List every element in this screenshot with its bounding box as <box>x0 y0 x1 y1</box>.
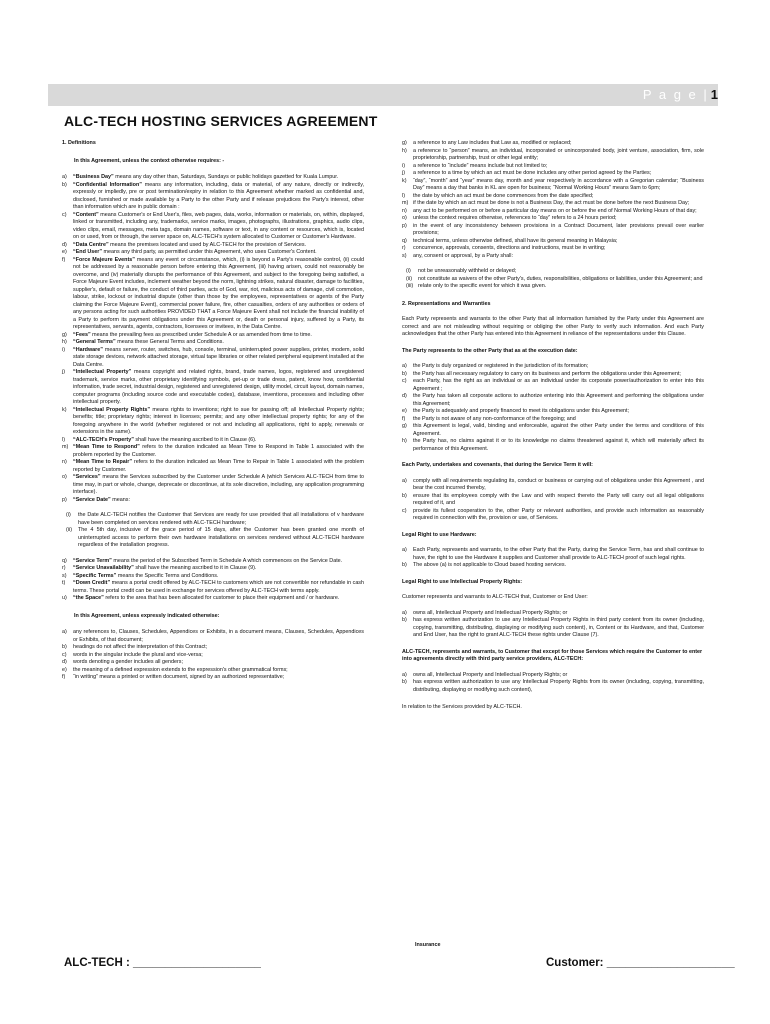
item-letter: o) <box>402 215 407 221</box>
item-text: “Services” means the Services subscribed by the Customer under Schedule A (which Services ALC-TECH from time to time may, in part or whole, change, deprecate or discontinue, at its sole discretion, including, any application programming interface). <box>73 474 364 495</box>
item-letter: f) <box>62 256 66 263</box>
list-item <box>402 253 704 261</box>
item-text: a reference to “person” means, an individual, incorporated or unincorporated body, joint venture, association, firm, sole proprietorship, partnership, trust or other legal entity; <box>413 147 704 161</box>
item-letter: e) <box>62 666 67 673</box>
item-text: unless the context requires otherwise, references to “day” refers to a 24 hours period; <box>413 215 617 221</box>
item-text: a reference to a time by which an act must be done includes any other period agreed by the Parties; <box>413 170 652 176</box>
item-text: headings do not affect the interpretation of this Contract; <box>73 644 208 650</box>
representations-list <box>402 363 704 453</box>
item-letter: l) <box>62 436 65 443</box>
item-letter: p) <box>62 496 67 503</box>
item-letter: q) <box>62 557 67 564</box>
list-item <box>62 573 364 581</box>
item-text: words in the singular include the plural and vice-versa; <box>73 651 203 658</box>
list-item <box>62 242 364 250</box>
item-text: concurrence, approvals, consents, directions and instructions, must be in writing; <box>413 245 606 251</box>
item-text: has express written authorization to use any Intellectual Property Rights in third party content from its owner (including, copying, transmitting, distributing, displaying or modifying such content), in, Content or its Hardware, and that, Customer and End User, has the right to grant ALC-TECH these rights under Clause (7). <box>413 617 704 638</box>
list-item <box>62 474 364 497</box>
list-item <box>402 215 704 223</box>
list-item <box>62 565 364 573</box>
list-item <box>62 339 364 347</box>
item-letter: h) <box>62 339 67 345</box>
list-item <box>62 212 364 242</box>
sub-item <box>406 268 704 276</box>
list-item <box>402 378 704 393</box>
item-text: provide its fullest cooperation to the, other Party or relevant authorities, and provide such information as reasonably required in connection with the, provision or use, of Services. <box>413 507 704 521</box>
sub-item <box>406 276 704 284</box>
list-item <box>62 407 364 437</box>
list-item <box>402 508 704 523</box>
page-header-band <box>48 84 718 106</box>
list-item <box>62 644 364 652</box>
item-letter: e) <box>62 249 67 255</box>
customer-signature-line: Customer: ____________________ <box>546 957 735 969</box>
list-item <box>62 174 364 182</box>
item-letter: i) <box>402 162 405 169</box>
ip-rights-paragraph: Customer represents and warrants to ALC-TECH that, Customer or End User: <box>402 594 588 600</box>
undertakings-subheading: Each Party, undertakes and covenants, that during the Service Term it will: <box>402 462 593 468</box>
left-column <box>62 140 364 690</box>
list-item <box>62 497 364 505</box>
item-text: “Service Unavailability” shall have the meaning ascribed to it in Clause (9). <box>73 565 257 571</box>
list-item <box>62 558 364 566</box>
sub-item-number: (iii) <box>406 283 414 289</box>
list-item <box>402 148 704 163</box>
consent-sublist <box>406 268 704 291</box>
list-item <box>402 617 704 640</box>
item-text: “Specific Terms” means the Specific Terms and Conditions. <box>73 572 219 579</box>
sub-item-number: (ii) <box>406 275 412 282</box>
list-item <box>402 672 704 680</box>
item-letter: s) <box>62 572 67 579</box>
item-letter: o) <box>62 474 67 480</box>
service-date-sublist <box>66 512 364 550</box>
list-item <box>62 595 364 603</box>
item-text: the Party is adequately and properly financed to meet its obligations under this Agreement; <box>413 408 630 414</box>
item-letter: e) <box>402 408 407 414</box>
item-text: any act to be performed on or before a particular day means on or before the end of Normal Working Hours of that day; <box>413 207 697 214</box>
list-item <box>62 332 364 340</box>
item-letter: b) <box>402 492 407 499</box>
item-letter: a) <box>62 629 67 635</box>
item-text: “Intellectual Property” means copyright and related rights, brand, trade names, logos, registered and unregistered trademark, service marks, other proprietary identifying symbols, get-up or trade dress, patent, know how, confidential information, trade secret, industrial design, registered and unregistered design, utility model, circuit layout, domain names, computer programs (including source code and executable codes), database, inventions, processes and including other intellectual property. <box>73 369 364 405</box>
sub-item-number: (i) <box>406 268 411 274</box>
item-text: “in writing” means a printed or written document, signed by an authorized representative; <box>73 674 285 680</box>
list-item <box>402 478 704 493</box>
sub-item-text: the Date ALC-TECH notifies the Customer that Services are ready for use provided that all installations of v hardware have been completed on services rendered with ALC-TECH hardware; <box>78 512 364 526</box>
item-text: the Party has all necessary regulatory to carry on its business and perform the obligations under this Agreement; <box>413 370 681 377</box>
item-letter: c) <box>402 507 407 514</box>
list-item <box>402 393 704 408</box>
definitions-list-continued <box>62 558 364 603</box>
item-letter: m) <box>62 444 69 450</box>
item-letter: f) <box>402 415 406 422</box>
item-text: words denoting a gender includes all genders; <box>73 659 183 665</box>
list-item <box>402 423 704 438</box>
item-letter: b) <box>62 644 67 650</box>
list-item <box>402 140 704 148</box>
services-relation-text: In relation to the Services provided by ALC-TECH. <box>402 704 522 710</box>
list-item <box>402 679 704 694</box>
list-item <box>62 437 364 445</box>
item-text: the meaning of a defined expression extends to the expression's other grammatical forms; <box>73 666 288 673</box>
alc-tech-signature-line: ALC-TECH : ____________________ <box>64 957 261 969</box>
item-letter: h) <box>402 438 407 444</box>
item-text: owns all, Intellectual Property and Intellectual Property Rights; or <box>413 609 568 616</box>
item-letter: m) <box>402 200 409 206</box>
item-text: “Service Term” means the period of the Subscribed Term in Schedule A which commences on the Service Date. <box>73 557 343 564</box>
item-text: “Data Centre” means the premises located and used by ALC-TECH for the provision of Services. <box>73 241 307 248</box>
list-item <box>62 580 364 595</box>
item-text: comply with all requirements regulating its, conduct or business or carrying out of obligations under this Agreement , and bear the cost incurred thereby, <box>413 477 704 491</box>
list-item <box>402 193 704 201</box>
item-text: “Content” means Customer's or End User's, files, web pages, data, works, information or materials, on, within, displayed, linked or transmitted, including any, trademarks, service marks, images, photographs, illustrations, graphics, audio clips, video clips, email, messages, meta tags, domain names, software or text, in any content or resources, which is, located on or used, from or through, the server space on, ALC-TECH's system allocated to Customer or Customer's Hardware. <box>73 211 364 240</box>
sub-item-text: not be unreasonably withheld or delayed; <box>418 268 517 274</box>
sub-item <box>406 283 704 291</box>
ip-rights-subheading: Legal Right to use Intellectual Property Rights: <box>402 578 523 585</box>
sub-item <box>66 512 364 527</box>
item-text: “General Terms” means these General Terms and Conditions. <box>73 339 224 345</box>
item-text: this Agreement is legal, valid, binding and enforceable, against the other Party under the terms and conditions of this Agreement. <box>413 423 704 437</box>
item-text: has express written authorization to use any Intellectual Property Rights from its owner (including, copying, transmitting, distributing, displaying or modifying such content), <box>413 679 704 693</box>
list-item <box>402 163 704 171</box>
item-letter: k) <box>402 177 407 184</box>
item-text: “ALC-TECH's Property” shall have the meaning ascribed to it in Clause (6). <box>73 436 257 443</box>
item-text: “Intellectual Property Rights” means rights to inventions; right to sue for passing off; all Intellectual Property rights; benefits; title; proprietary rights; interest in licenses; permits; and any other intellectual property rights; for any of the foregoing anywhere in the world (whether registered or not and including all applications, right to apply, renewals or extensions in the same). <box>73 406 364 435</box>
list-item <box>402 200 704 208</box>
item-letter: l) <box>402 192 405 199</box>
item-letter: g) <box>62 331 67 338</box>
item-text: “Confidential Information” means any information, including, data or material, of any nature, directly or indirectly, expressly or impliedly, pre or post termination/expiry in relation to this Agreement whether marked as confidential and, disclosed, furnished or made available by a Party to the other Party and if release prejudices the Party's interest, other than information which are in public domain : <box>73 181 364 210</box>
item-text: the Party has taken all corporate actions to authorize entering into this Agreement and performing the obligations under this Agreement; <box>413 393 704 407</box>
sub-item-text: The 4 5th day, inclusive of the grace period of 15 days, after the Customer has been granted one month of uninterrupted access to perform their own hardware installations on services rendered without ALC-TECH hardware regardless of the installation progress. <box>78 527 364 548</box>
item-letter: h) <box>402 147 407 154</box>
list-item <box>402 416 704 424</box>
list-item <box>402 363 704 371</box>
item-letter: s) <box>402 252 407 259</box>
definitions-intro: In this Agreement, unless the context otherwise requires: - <box>74 157 225 164</box>
list-item <box>402 170 704 178</box>
interpretation-list-continued <box>402 140 704 260</box>
item-text: “Hardware” means server, router, switches, hub, console, terminal, uninterrupted power supplies, printer, modem, solid state storage devices, network attached storage, virtual tape libraries or other related peripheral equipment installed at the Data Centre. <box>73 346 364 368</box>
alc-warranty-list <box>402 672 704 695</box>
list-item <box>402 547 704 562</box>
item-text: The above (a) is not applicable to Cloud based hosting services. <box>413 562 567 568</box>
undertakings-list <box>402 478 704 523</box>
item-text: “Mean Time to Repair” refers to the duration indicated as Mean Time to Repair in Table 1 associated with the problem reported by Customer. <box>73 459 364 473</box>
page-number: P a g e | 1 <box>642 87 718 102</box>
item-letter: u) <box>62 595 67 601</box>
item-letter: n) <box>402 207 407 214</box>
item-text: “End User” means any third party, as permitted under this Agreement, who uses Customer's Content. <box>73 249 317 255</box>
item-text: the Party is duly organized or registered in the jurisdiction of its formation; <box>413 363 589 369</box>
list-item <box>62 629 364 644</box>
item-letter: c) <box>62 651 67 658</box>
list-item <box>62 347 364 370</box>
list-item <box>62 249 364 257</box>
list-item <box>62 459 364 474</box>
item-text: “Mean Time to Respond” refers to the duration indicated as Mean Time to Respond in Table 1 associated with the problem reported by the Customer. <box>73 444 365 458</box>
section-heading-representations: 2. Representations and Warranties <box>402 300 491 307</box>
item-text: “Fees” means the prevailing fees as prescribed under Schedule A or as amended from time to time. <box>73 331 312 338</box>
list-item <box>62 659 364 667</box>
item-letter: p) <box>402 222 407 229</box>
item-text: technical terms, unless otherwise defined, shall have its general meaning in Malaysia; <box>413 237 618 244</box>
item-letter: k) <box>62 406 67 413</box>
list-item <box>62 369 364 407</box>
interpretation-list <box>62 629 364 682</box>
item-letter: q) <box>402 237 407 244</box>
section-heading-definitions: 1. Definitions <box>62 140 96 146</box>
item-text: “the Space” refers to the area that has been allocated for customer to place their equipment and / or hardware. <box>73 595 340 601</box>
item-text: a reference to “include” means include but not limited to; <box>413 162 548 169</box>
item-letter: r) <box>62 565 66 571</box>
list-item <box>62 674 364 682</box>
list-item <box>62 667 364 675</box>
item-text: the Party has, no claims against it or to its knowledge no claims threatened against it, which will materially affect its performance of this Agreement. <box>413 438 704 452</box>
item-letter: a) <box>62 174 67 180</box>
item-letter: j) <box>62 369 65 375</box>
list-item <box>402 245 704 253</box>
list-item <box>402 208 704 216</box>
item-text: a reference to any Law includes that Law as, modified or replaced; <box>413 140 572 146</box>
item-text: owns all, Intellectual Property and Intellectual Property Rights; or <box>413 671 568 678</box>
sub-item-number: (i) <box>66 512 71 518</box>
list-item <box>62 257 364 332</box>
item-letter: a) <box>402 609 407 616</box>
item-letter: j) <box>402 170 405 176</box>
item-letter: c) <box>402 378 407 384</box>
ip-rights-list <box>402 610 704 640</box>
item-letter: b) <box>402 617 407 623</box>
list-item <box>402 562 704 570</box>
item-letter: d) <box>62 241 67 248</box>
hardware-rights-subheading: Legal Right to use Hardware: <box>402 531 477 538</box>
item-letter: b) <box>402 370 407 377</box>
list-item <box>402 438 704 453</box>
interpretation-intro: In this Agreement, unless expressly indicated otherwise: <box>74 612 220 619</box>
item-text: the Party is not aware of any non-conformance of the foregoing; and <box>413 415 576 422</box>
document-title: ALC-TECH HOSTING SERVICES AGREEMENT <box>64 113 378 129</box>
item-letter: a) <box>402 477 407 484</box>
list-item <box>62 182 364 212</box>
item-text: Each Party, represents and warrants, to the other Party that the Party, during the Service Term, has and shall continue to have, the right to use the Hardware it supplies and Customer shall provide to ALC-TECH proof of such legal rights. <box>413 547 704 561</box>
item-letter: d) <box>402 393 407 399</box>
representations-subheading: The Party represents to the other Party that as at the execution date: <box>402 347 578 354</box>
hardware-rights-list <box>402 547 704 570</box>
item-text: if the date by which an act must be done is not a Business Day, the act must be done before the next Business Day; <box>413 200 690 206</box>
item-text: any, consent or approval, by a Party shall: <box>413 252 513 259</box>
item-text: “Down Credit” means a portal credit offered by ALC-TECH to customers which are not convertible nor refundable in cash terms. These portal credit can be used in exchange for services offered by ALC-TECH with terms apply. <box>73 580 365 594</box>
right-column <box>402 140 704 720</box>
sub-item-number: (ii) <box>66 527 72 533</box>
sub-item-text: relate only to the specific event for which it was given. <box>418 283 547 289</box>
item-text: ensure that its employees comply with the Law and with respect thereto the Party will carry out all legal obligations required of it, and <box>413 492 704 506</box>
item-letter: a) <box>402 547 407 553</box>
item-letter: b) <box>402 562 407 568</box>
list-item <box>402 223 704 238</box>
item-letter: b) <box>402 679 407 685</box>
alc-warranty-subheading: ALC-TECH, represents and warrants, to Customer that except for those Services which require the Customer to enter into agreements directly with third party service providers, ALC-TECH: <box>402 648 703 662</box>
item-text: each Party, has the right as an individual or as an individual under its corporate power/authorization to enter into this Agreement ; <box>413 378 704 392</box>
item-letter: c) <box>62 211 67 218</box>
item-letter: r) <box>402 245 406 251</box>
list-item <box>402 238 704 246</box>
representations-paragraph: Each Party represents and warrants to the other Party that all information furnished by the Party under this Agreement are correct and are not misleading without requiring or obliging the other Party to verify such information. And each Party acknowledges that the other Party has entered into this Agreement in reliance of the representations under this Clause. <box>402 316 704 337</box>
item-letter: a) <box>402 363 407 369</box>
item-text: “day”, “month” and “year” means day, month and year respectively in accordance with a Gregorian calendar; “Business Day” means a day that banks in KL are open for business; “Normal Working Hours” means 9am to 6pm; <box>413 177 704 191</box>
list-item <box>62 652 364 660</box>
item-text: “Force Majeure Events” means any event or circumstance, which, (i) is beyond a Party's reasonable control, (ii) could not be addressed by a reasonable person before entering this Agreement, (iii) having arisen, could not reasonably be overcome, and (iv) materially disrupts the performance of this Agreement, and subject to the foregoing being satisfied, a Force Majeure Event includes, inclement weather beyond the norm, lightning strikes, natural disaster, damage to facilities, supplier's, default or failure, the conduct of third parties, acts of God, war, riot, malicious acts of damage, civil commotion, labour, strike, lockout or industrial dispute (other than those by the employees, representatives or agents of the Party claiming the Force Majeure Event), commercial power failure, fire, other casualties, orders of any authorities or orders of any persons acting for such authorities PROVIDED THAT a Force Majeure Event shall not include the financial inability of a Party to perform its payment obligations under this Agreement or, death or personal injury, suffered by a Party, its representatives, servants, agents, contractors, licensees or invitees, in the Data Centre. <box>73 256 364 330</box>
sub-item-text: not constitute as waivers of the other Party's, duties, responsibilities, obligations or liabilities, under this Agreement; and <box>418 275 703 282</box>
item-text: the date by which an act must be done commences from the date specified; <box>413 192 594 199</box>
item-letter: g) <box>402 423 407 429</box>
insurance-heading: Insurance <box>415 942 441 948</box>
item-letter: i) <box>62 346 65 353</box>
item-text: any references to, Clauses, Schedules, Appendices or Exhibits, in a document means, Clauses, Schedules, Appendices or Exhibits, of that document; <box>73 629 364 643</box>
item-letter: g) <box>402 140 407 146</box>
list-item <box>402 408 704 416</box>
item-text: “Service Date” means: <box>73 496 130 503</box>
item-letter: f) <box>62 674 66 680</box>
definitions-list <box>62 174 364 504</box>
item-text: in the event of any inconsistency between provisions in a Contract Document, later provisions prevail over earlier provisions; <box>413 222 704 236</box>
list-item <box>402 493 704 508</box>
item-text: “Business Day” means any day other than, Saturdays, Sundays or public holidays gazetted for Kuala Lumpur. <box>73 174 339 180</box>
list-item <box>402 610 704 618</box>
item-letter: b) <box>62 181 67 188</box>
item-letter: d) <box>62 659 67 665</box>
list-item <box>62 444 364 459</box>
item-letter: n) <box>62 459 67 465</box>
item-letter: t) <box>62 580 66 586</box>
sub-item <box>66 527 364 550</box>
item-letter: a) <box>402 671 407 678</box>
list-item <box>402 371 704 379</box>
list-item <box>402 178 704 193</box>
